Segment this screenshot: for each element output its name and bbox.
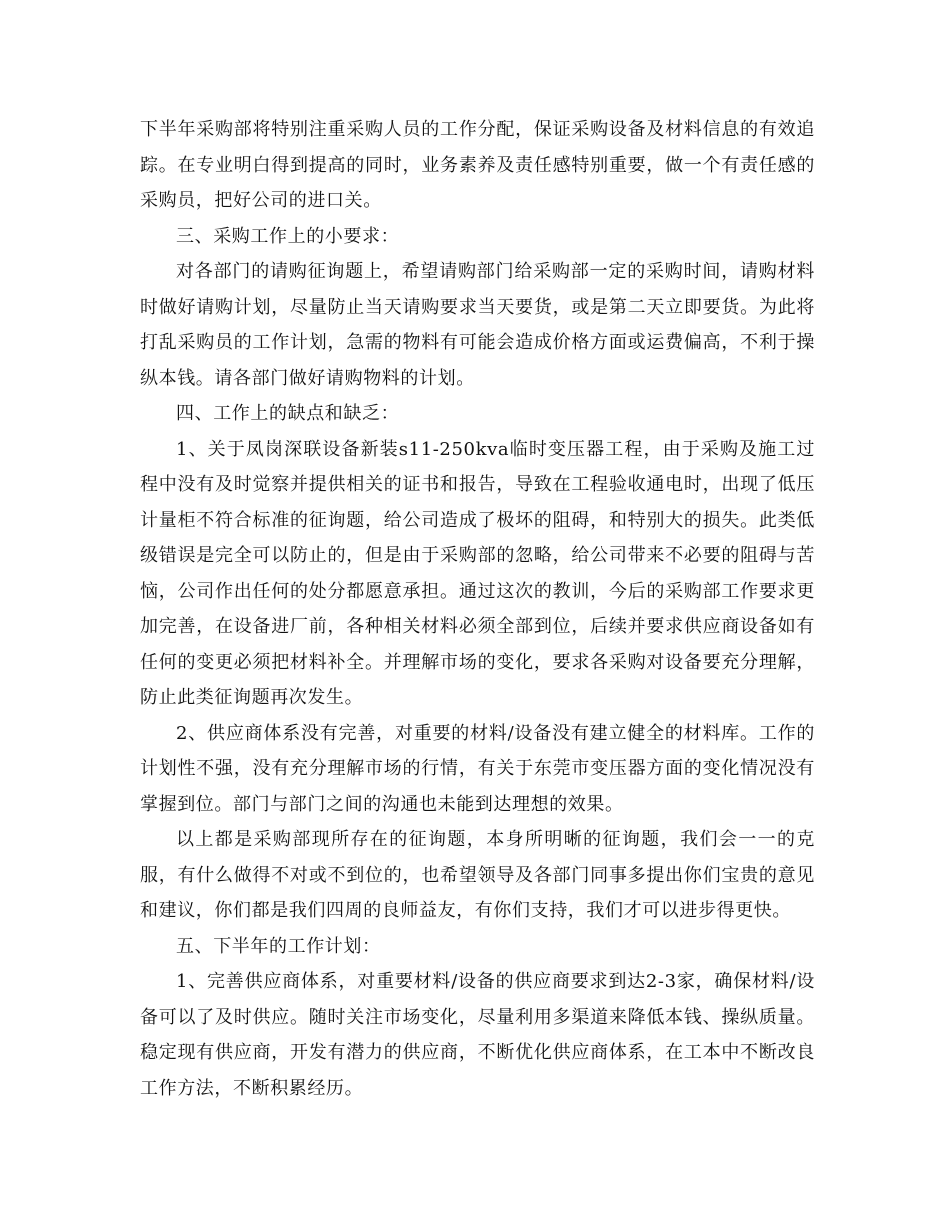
paragraph-1: 下半年采购部将特别注重采购人员的工作分配，保证采购设备及材料信息的有效追踪。在专业明白得到提高的同时，业务素养及责任感特别重要，做一个有责任感的采购员，把好公司的进口关。 [140, 119, 815, 211]
paragraph-4-1: 1、关于凤岗深联设备新装s11-250kva临时变压器工程，由于采购及施工过程中没有及时觉察并提供相关的证书和报告，导致在工程验收通电时，出现了低压计量柜不符合标准的征询题，给公司造成了极坏的阻碍，和特别大的损失。此类低级错误是完全可以防止的，但是由于采购部的忽略，给公司带来不必要的阻碍与苦恼，公司作出任何的处分都愿意承担。通过这次的教训，今后的采购部工作要求更加完善，在设备进厂前，各种相关材料必须全部到位，后续并要求供应商设备如有任何的变更必须把材料补全。并理解市场的变化，要求各采购对设备要充分理解，防止此类征询题再次发生。 [140, 438, 815, 708]
paragraph-5-1: 1、完善供应商体系，对重要材料/设备的供应商要求到达2-3家，确保材料/设备可以了及时供应。随时关注市场变化，尽量利用多渠道来降低本钱、操纵质量。稳定现有供应商，开发有潜力的供应商，不断优化供应商体系，在工本中不断改良工作方法，不断积累经历。 [140, 971, 815, 1099]
section-heading-5: 五、下半年的工作计划： [176, 935, 381, 957]
paragraph-summary: 以上都是采购部现所存在的征询题，本身所明晰的征询题，我们会一一的克服，有什么做得不对或不到位的，也希望领导及各部门同事多提出你们宝贵的意见和建议，你们都是我们四周的良师益友，有你们支持，我们才可以进步得更快。 [140, 829, 815, 921]
paragraph-3: 对各部门的请购征询题上，希望请购部门给采购部一定的采购时间，请购材料时做好请购计划，尽量防止当天请购要求当天要货，或是第二天立即要货。为此将打乱采购员的工作计划，急需的物料有可能会造成价格方面或运费偏高，不利于操纵本钱。请各部门做好请购物料的计划。 [140, 261, 815, 389]
section-heading-4: 四、工作上的缺点和缺乏： [176, 403, 400, 424]
section-heading-3: 三、采购工作上的小要求： [176, 225, 400, 247]
paragraph-4-2: 2、供应商体系没有完善，对重要的材料/设备没有建立健全的材料库。工作的计划性不强，没有充分理解市场的行情，有关于东莞市变压器方面的变化情况没有掌握到位。部门与部门之间的沟通也未能到达理想的效果。 [140, 722, 815, 815]
document-body [140, 112, 815, 1106]
